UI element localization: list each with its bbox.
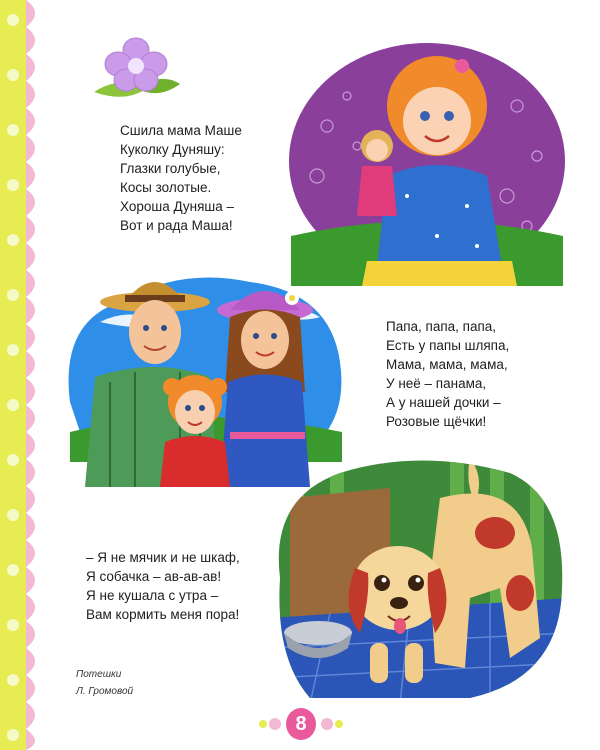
family-illustration — [60, 262, 350, 487]
poem-line: Папа, папа, папа, — [386, 319, 497, 334]
poem-line: Розовые щёчки! — [386, 414, 487, 429]
poem-line: Вот и рада Маша! — [120, 218, 233, 233]
poem-line: Мама, мама, мама, — [386, 357, 508, 372]
poem-line: Я собачка – ав-ав-ав! — [86, 569, 222, 584]
poem-doll — [120, 121, 242, 235]
poem-line: – Я не мячик и не шкаф, — [86, 550, 240, 565]
credits-author: Л. Громовой — [76, 686, 134, 697]
poem-line: Глазки голубые, — [120, 161, 221, 176]
poem-line: Косы золотые. — [120, 180, 212, 195]
page-number: 8 — [295, 713, 307, 735]
poem-credits — [76, 666, 133, 700]
left-decorative-border — [0, 0, 46, 750]
flower-decoration — [88, 36, 184, 104]
girl-with-doll-illustration — [287, 36, 567, 286]
poem-line: Вам кормить меня пора! — [86, 607, 240, 622]
page-number-ornament — [255, 707, 347, 741]
poem-line: А у нашей дочки – — [386, 395, 501, 410]
poem-family — [386, 317, 509, 431]
credits-genre: Потешки — [76, 669, 122, 680]
puppy-illustration — [270, 458, 568, 704]
poem-line: Я не кушала с утра – — [86, 588, 219, 603]
poem-line: У неё – панама, — [386, 376, 487, 391]
poem-line: Есть у папы шляпа, — [386, 338, 510, 353]
poem-line: Сшила мама Маше — [120, 123, 242, 138]
poem-line: Куколку Дуняшу: — [120, 142, 225, 157]
poem-dog — [86, 548, 240, 624]
poem-line: Хороша Дуняша – — [120, 199, 235, 214]
